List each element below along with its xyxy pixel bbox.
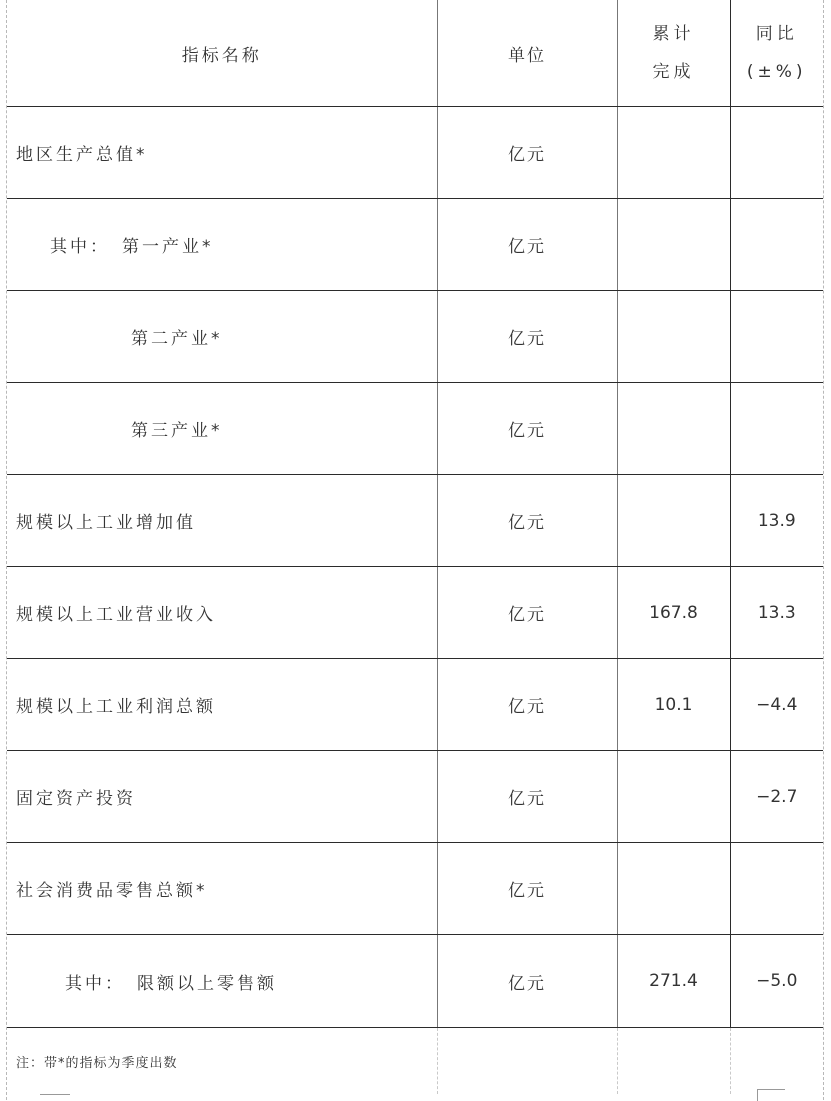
note-cell xyxy=(7,1028,437,1095)
row-name: 规模以上工业增加值 xyxy=(7,475,437,567)
row-cumulative xyxy=(617,291,730,383)
row-yoy xyxy=(730,199,823,291)
row-cumulative xyxy=(617,199,730,291)
table-row xyxy=(7,199,823,291)
row-yoy: 13.3 xyxy=(730,567,823,659)
row-cumulative xyxy=(617,107,730,199)
table-row xyxy=(7,567,823,659)
table-header-row xyxy=(7,0,823,107)
table-note: 注：带*的指标为季度出数 xyxy=(16,1056,178,1071)
row-name: 固定资产投资 xyxy=(7,751,437,843)
row-cumulative xyxy=(617,843,730,935)
row-yoy xyxy=(730,383,823,475)
header-yoy-line2: (±%) xyxy=(746,62,807,82)
row-name: 第二产业* xyxy=(7,291,437,383)
row-unit: 亿元 xyxy=(437,107,617,199)
row-unit: 亿元 xyxy=(437,567,617,659)
crop-mark-right xyxy=(757,1089,785,1090)
table-row xyxy=(7,935,823,1028)
row-cumulative: 271.4 xyxy=(617,935,730,1028)
statistics-table xyxy=(7,0,823,1094)
row-cumulative: 10.1 xyxy=(617,659,730,751)
row-unit: 亿元 xyxy=(437,935,617,1028)
row-unit: 亿元 xyxy=(437,383,617,475)
row-unit: 亿元 xyxy=(437,475,617,567)
row-unit: 亿元 xyxy=(437,291,617,383)
row-name: 限额以上零售额 xyxy=(137,973,277,994)
row-cumulative xyxy=(617,751,730,843)
row-name: 地区生产总值* xyxy=(7,107,437,199)
row-unit: 亿元 xyxy=(437,659,617,751)
row-name: 规模以上工业利润总额 xyxy=(7,659,437,751)
row-yoy: 13.9 xyxy=(730,475,823,567)
table-row xyxy=(7,751,823,843)
header-indicator-name: 指标名称 xyxy=(7,0,437,107)
row-prefix: 其中： xyxy=(50,237,110,257)
note-empty-cell xyxy=(437,1028,617,1095)
header-yoy xyxy=(730,0,823,107)
header-cumulative-line2: 完成 xyxy=(652,62,695,82)
header-unit: 单位 xyxy=(437,0,617,107)
row-cumulative xyxy=(617,383,730,475)
header-cumulative xyxy=(617,0,730,107)
row-cumulative: 167.8 xyxy=(617,567,730,659)
row-name: 第一产业* xyxy=(122,237,214,257)
row-yoy: −5.0 xyxy=(730,935,823,1028)
note-empty-cell xyxy=(730,1028,823,1095)
table-row xyxy=(7,475,823,567)
row-name: 社会消费品零售总额* xyxy=(7,843,437,935)
row-name: 第三产业* xyxy=(7,383,437,475)
header-cumulative-line1: 累计 xyxy=(652,24,695,44)
row-unit: 亿元 xyxy=(437,751,617,843)
row-yoy xyxy=(730,107,823,199)
row-yoy: −2.7 xyxy=(730,751,823,843)
crop-mark-left xyxy=(40,1094,70,1095)
table-row xyxy=(7,383,823,475)
row-unit: 亿元 xyxy=(437,199,617,291)
note-empty-cell xyxy=(617,1028,730,1095)
row-name-cell xyxy=(7,199,437,291)
crop-mark-right-vertical xyxy=(757,1089,758,1101)
table-row xyxy=(7,659,823,751)
table-row xyxy=(7,107,823,199)
row-unit: 亿元 xyxy=(437,843,617,935)
table-row xyxy=(7,843,823,935)
row-yoy xyxy=(730,291,823,383)
row-prefix: 其中： xyxy=(65,973,125,994)
row-yoy xyxy=(730,843,823,935)
row-cumulative xyxy=(617,475,730,567)
row-name: 规模以上工业营业收入 xyxy=(7,567,437,659)
table-row xyxy=(7,291,823,383)
table-note-row xyxy=(7,1028,823,1095)
header-yoy-line1: 同比 xyxy=(755,24,798,44)
row-yoy: −4.4 xyxy=(730,659,823,751)
row-name-cell xyxy=(7,935,437,1028)
